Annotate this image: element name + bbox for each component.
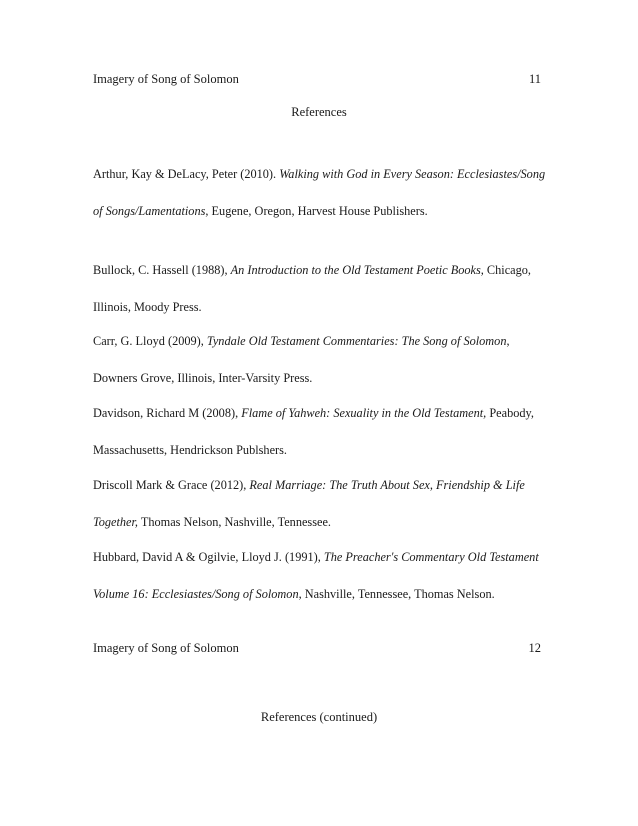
reference-title: Walking with God in Every Season: Ecclesiastes/Song of Songs/Lamentations — [93, 167, 546, 218]
reference-publisher: Chicago, Illinois, Moody Press. — [93, 263, 531, 314]
reference-entry — [93, 156, 546, 229]
reference-title: Real Marriage: The Truth About Sex, Friendship & Life Together, — [93, 478, 525, 529]
reference-authors-date: Hubbard, David A & Ogilvie, Lloyd J. (1991), — [93, 550, 324, 564]
reference-authors-date: Bullock, C. Hassell (1988), — [93, 263, 231, 277]
reference-publisher: , Eugene, Oregon, Harvest House Publishers. — [205, 203, 428, 218]
running-head-title: Imagery of Song of Solomon — [93, 72, 239, 86]
reference-authors-date: Driscoll Mark & Grace (2012), — [93, 478, 250, 492]
reference-publisher: , Downers Grove, Illinois, Inter-Varsity Press. — [93, 334, 510, 385]
reference-publisher: Thomas Nelson, Nashville, Tennessee. — [137, 514, 331, 529]
reference-entry — [93, 395, 546, 468]
reference-publisher: Nashville, Tennessee, Thomas Nelson. — [301, 586, 495, 601]
reference-entry — [93, 252, 546, 325]
reference-entry — [93, 467, 546, 540]
reference-title: Flame of Yahweh: Sexuality in the Old Testament, — [241, 406, 487, 420]
reference-title: An Introduction to the Old Testament Poetic Books, — [230, 263, 484, 277]
running-head-page-12 — [93, 641, 541, 656]
reference-entry — [93, 539, 546, 612]
reference-authors-date: Davidson, Richard M (2008), — [93, 406, 242, 420]
reference-publisher: Peabody, Massachusetts, Hendrickson Publshers. — [93, 406, 534, 457]
page-number: 12 — [528, 641, 541, 655]
running-head-page-11 — [93, 72, 541, 87]
reference-authors-date: Arthur, Kay & DeLacy, Peter (2010). — [93, 167, 280, 181]
running-head-title: Imagery of Song of Solomon — [93, 641, 239, 655]
reference-entry — [93, 323, 546, 396]
references-continued-heading: References (continued) — [260, 710, 378, 724]
reference-title: The Preacher's Commentary Old Testament Volume 16: Ecclesiastes/Song of Solomon, — [93, 550, 539, 601]
references-heading: References — [291, 105, 347, 119]
reference-authors-date: Carr, G. Lloyd (2009), — [93, 334, 207, 348]
page-number: 11 — [528, 72, 541, 86]
reference-title: Tyndale Old Testament Commentaries: The Song of Solomon — [206, 334, 507, 348]
